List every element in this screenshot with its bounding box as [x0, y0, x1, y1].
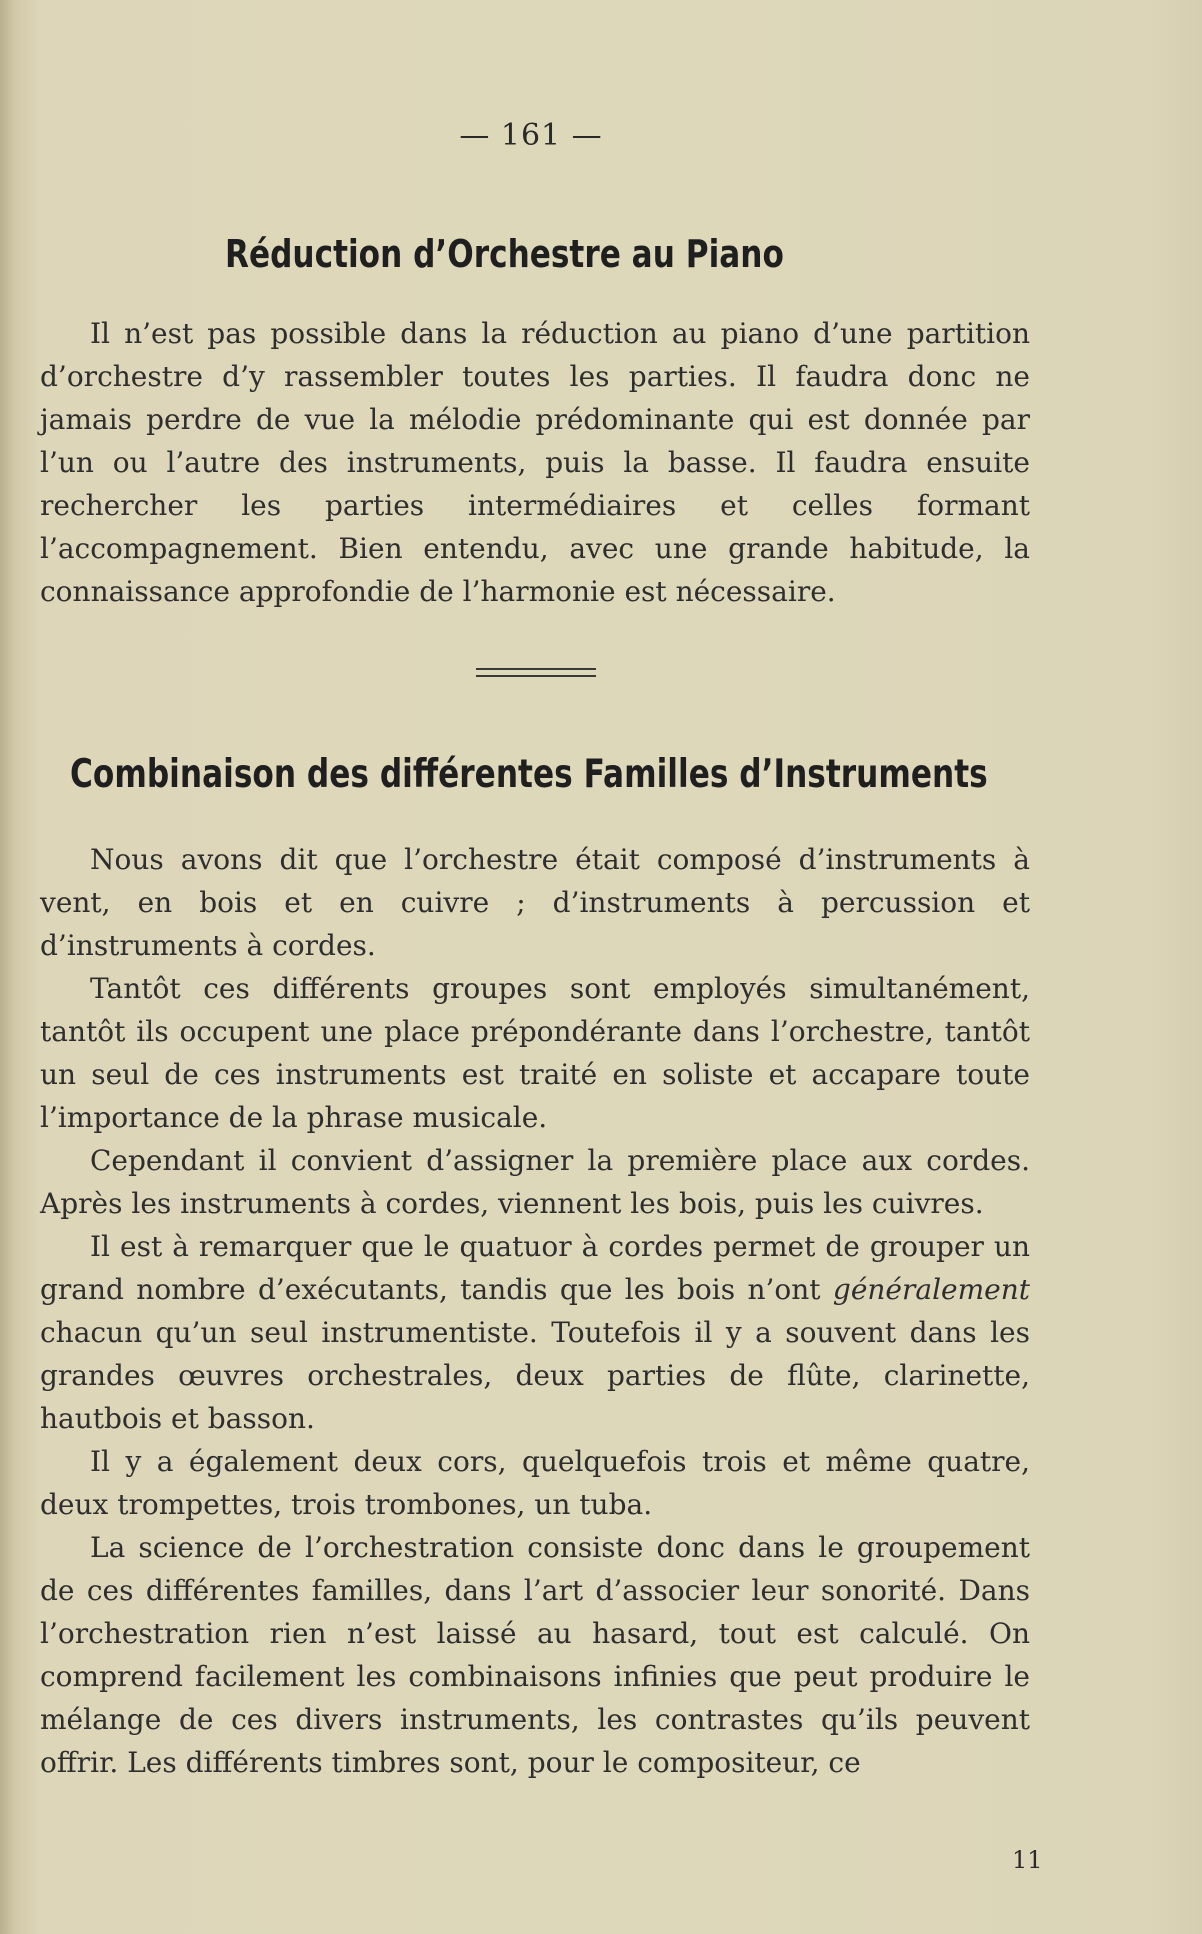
paragraph-text: Il est à remarquer que le quatuor à cordes permet de grouper un grand nombre d’exécutants, tandis que les bois n’ont	[40, 1230, 1030, 1306]
section-body-combinaison	[40, 838, 1030, 1784]
paragraph: Tantôt ces différents groupes sont employés simultanément, tantôt ils occupent une place prépondérante dans l’orchestre, tantôt un seul de ces instruments est traité en soliste et accapare toute l’importance de la phrase musicale.	[40, 972, 1030, 1134]
paragraph: La science de l’orchestration consiste donc dans le groupement de ces différentes familles, dans l’art d’associer leur sonorité. Dans l’orchestration rien n’est laissé au hasard, tout est calculé. On comprend facilement les combinaisons infinies que peut produire le mélange de ces divers instruments, les contrastes qu’ils peuvent offrir. Les différents timbres sont, pour le compositeur, ce	[40, 1531, 1030, 1779]
section-body-reduction	[40, 312, 1030, 613]
italic-word: généralement	[832, 1273, 1030, 1306]
paragraph: Il y a également deux cors, quelquefois trois et même quatre, deux trompettes, trois trombones, un tuba.	[40, 1445, 1030, 1521]
paragraph: Il n’est pas possible dans la réduction au piano d’une partition d’orchestre d’y rassembler toutes les parties. Il faudra donc ne jamais perdre de vue la mélodie prédominante qui est donnée par l’un ou l’autre des instruments, puis la basse. Il faudra ensuite rechercher les parties intermédiaires et celles formant l’accompagnement. Bien entendu, avec une grande habitude, la connaissance approfondie de l’harmonie est nécessaire.	[40, 317, 1030, 608]
page-number: — 161 —	[459, 118, 603, 153]
section-title-combinaison: Combinaison des différentes Familles d’Instruments	[70, 752, 988, 797]
paragraph	[40, 1225, 1030, 1440]
divider-line	[476, 668, 596, 670]
section-title-reduction: Réduction d’Orchestre au Piano	[225, 232, 784, 276]
paragraph: Cependant il convient d’assigner la première place aux cordes. Après les instruments à cordes, viennent les bois, puis les cuivres.	[40, 1144, 1030, 1220]
signature-mark: 11	[1012, 1846, 1043, 1874]
paragraph: Nous avons dit que l’orchestre était composé d’instruments à vent, en bois et en cuivre ; d’instruments à percussion et d’instruments à cordes.	[40, 843, 1030, 962]
paragraph-text: chacun qu’un seul instrumentiste. Toutefois il y a souvent dans les grandes œuvres orchestrales, deux parties de flûte, clarinette, hautbois et basson.	[40, 1316, 1030, 1435]
divider-line	[476, 675, 596, 677]
section-divider	[476, 668, 596, 682]
